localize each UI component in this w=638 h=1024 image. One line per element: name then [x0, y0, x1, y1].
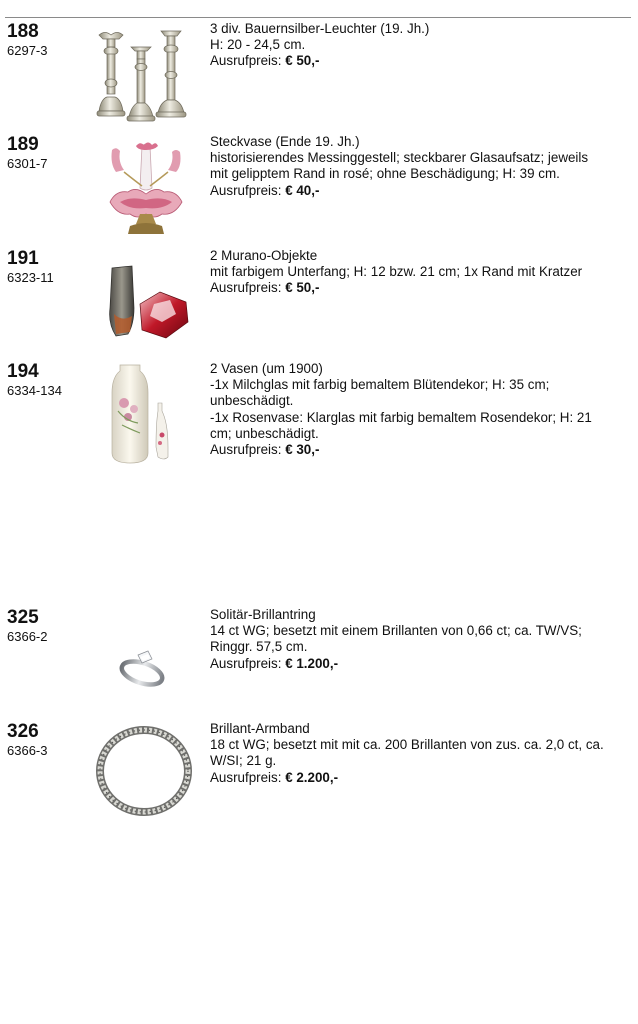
lot-number: 188 [7, 21, 39, 42]
diamond-bracelet-image [96, 725, 192, 817]
lot-title: 2 Vasen (um 1900) [210, 361, 323, 376]
lot-description [210, 721, 628, 786]
lot-number: 326 [7, 721, 39, 742]
detail-line: W/SI; 21 g. [210, 753, 277, 769]
epergne-vase-image [106, 140, 186, 238]
price-line [210, 53, 628, 69]
detail-line: cm; unbeschädigt. [210, 425, 319, 441]
lot-title: Brillant-Armband [210, 721, 310, 736]
reference-number: 6366-3 [7, 743, 48, 758]
lot-description [210, 248, 628, 297]
price-label: Ausrufpreis: [210, 655, 282, 671]
detail-line: -1x Rosenvase: Klarglas mit farbig bemaltem Rosendekor; H: 21 [210, 409, 592, 425]
lot-number: 194 [7, 361, 39, 382]
reference-number: 6366-2 [7, 629, 48, 644]
lot-number: 191 [7, 248, 39, 269]
lot-number: 325 [7, 607, 39, 628]
silver-candlesticks-image [95, 27, 195, 123]
diamond-ring-image [118, 645, 168, 689]
price-value: € 50,- [285, 280, 320, 296]
detail-line: mit gelipptem Rand in rosé; ohne Beschädigung; H: 39 cm. [210, 166, 560, 182]
detail-line: 14 ct WG; besetzt mit einem Brillanten von 0,66 ct; ca. TW/VS; [210, 623, 582, 639]
murano-glass-image [104, 264, 190, 344]
lot-description [210, 21, 628, 70]
price-line [210, 280, 628, 296]
lot-title: 3 div. Bauernsilber-Leuchter (19. Jh.) [210, 21, 430, 36]
lot-description [210, 134, 628, 199]
detail-line: -1x Milchglas mit farbig bemaltem Blütendekor; H: 35 cm; [210, 377, 550, 393]
price-line [210, 656, 628, 672]
price-value: € 40,- [285, 182, 320, 198]
header-rule [5, 17, 631, 18]
detail-line: 18 ct WG; besetzt mit mit ca. 200 Brillanten von zus. ca. 2,0 ct, ca. [210, 737, 604, 753]
detail-line: unbeschädigt. [210, 393, 294, 409]
reference-number: 6334-134 [7, 383, 62, 398]
lot-title: Steckvase (Ende 19. Jh.) [210, 134, 360, 149]
price-value: € 50,- [285, 53, 320, 69]
lot-description [210, 607, 628, 672]
price-label: Ausrufpreis: [210, 769, 282, 785]
price-label: Ausrufpreis: [210, 53, 282, 69]
price-label: Ausrufpreis: [210, 182, 282, 198]
price-label: Ausrufpreis: [210, 280, 282, 296]
painted-vases-image [110, 363, 176, 467]
price-line [210, 442, 628, 458]
lot-title: Solitär-Brillantring [210, 607, 316, 622]
detail-line: mit farbigem Unterfang; H: 12 bzw. 21 cm; 1x Rand mit Kratzer [210, 264, 583, 280]
reference-number: 6301-7 [7, 156, 48, 171]
detail-line: Ringgr. 57,5 cm. [210, 639, 308, 655]
lot-description [210, 361, 628, 458]
lot-title: 2 Murano-Objekte [210, 248, 318, 263]
reference-number: 6297-3 [7, 43, 48, 58]
price-line [210, 770, 628, 786]
detail-line: historisierendes Messinggestell; steckbarer Glasaufsatz; jeweils [210, 150, 589, 166]
price-value: € 30,- [285, 442, 320, 458]
price-value: € 1.200,- [285, 655, 339, 671]
reference-number: 6323-11 [7, 270, 54, 285]
detail-line: H: 20 - 24,5 cm. [210, 37, 306, 53]
price-line [210, 183, 628, 199]
price-label: Ausrufpreis: [210, 442, 282, 458]
price-value: € 2.200,- [285, 769, 339, 785]
lot-number: 189 [7, 134, 39, 155]
